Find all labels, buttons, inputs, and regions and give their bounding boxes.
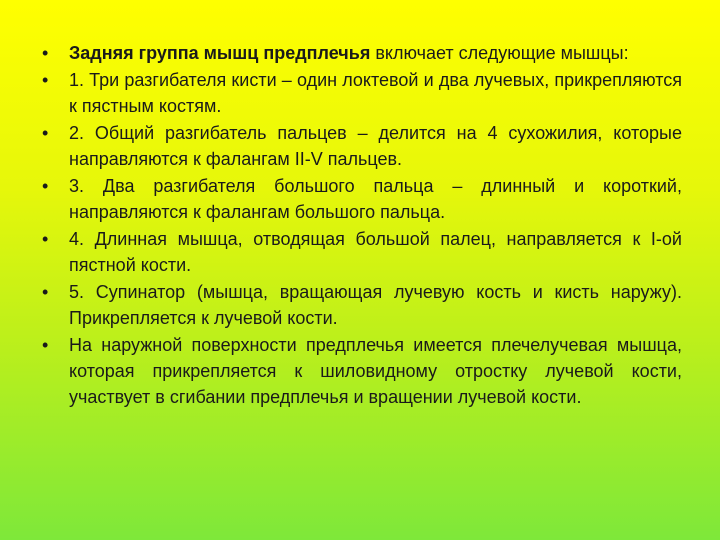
bold-lead: Задняя группа мышц предплечья <box>69 43 371 63</box>
bullet-text-2: 1. Три разгибателя кисти – один локтевой и два лучевых, прикрепляются к пястным костям. <box>69 70 682 116</box>
bullet-icon: • <box>42 176 49 196</box>
bullet-item-6 <box>42 279 682 331</box>
bullet-text-1 <box>69 40 682 66</box>
bullet-icon: • <box>42 43 49 63</box>
bullet-item-3 <box>42 120 682 172</box>
bullet-icon: • <box>42 335 49 355</box>
bullet-item-4 <box>42 173 682 225</box>
bullet-text-4: 3. Два разгибателя большого пальца – длинный и короткий, направляются к фалангам большого пальца. <box>69 176 682 222</box>
bullet-icon: • <box>42 282 49 302</box>
bullet-text-3: 2. Общий разгибатель пальцев – делится на 4 сухожилия, которые направляются к фалангам II-V пальцев. <box>69 123 682 169</box>
bullet-item-2 <box>42 67 682 119</box>
bullet-text-5: 4. Длинная мышца, отводящая большой палец, направляется к I-ой пястной кости. <box>69 229 682 275</box>
bullet-item-7 <box>42 332 682 410</box>
bullet-text-1-rest: включает следующие мышцы: <box>370 43 629 63</box>
bullet-text-6: 5. Супинатор (мышца, вращающая лучевую кость и кисть наружу). Прикрепляется к лучевой кости. <box>69 282 682 328</box>
bullet-list <box>42 40 682 411</box>
bullet-text-7: На наружной поверхности предплечья имеется плечелучевая мышца, которая прикрепляется к шиловидному отростку лучевой кости, участвует в сгибании предплечья и вращении лучевой кости. <box>69 335 682 407</box>
bullet-item-1 <box>42 40 682 66</box>
bullet-icon: • <box>42 229 49 249</box>
bullet-icon: • <box>42 123 49 143</box>
bullet-item-5 <box>42 226 682 278</box>
bullet-icon: • <box>42 70 49 90</box>
